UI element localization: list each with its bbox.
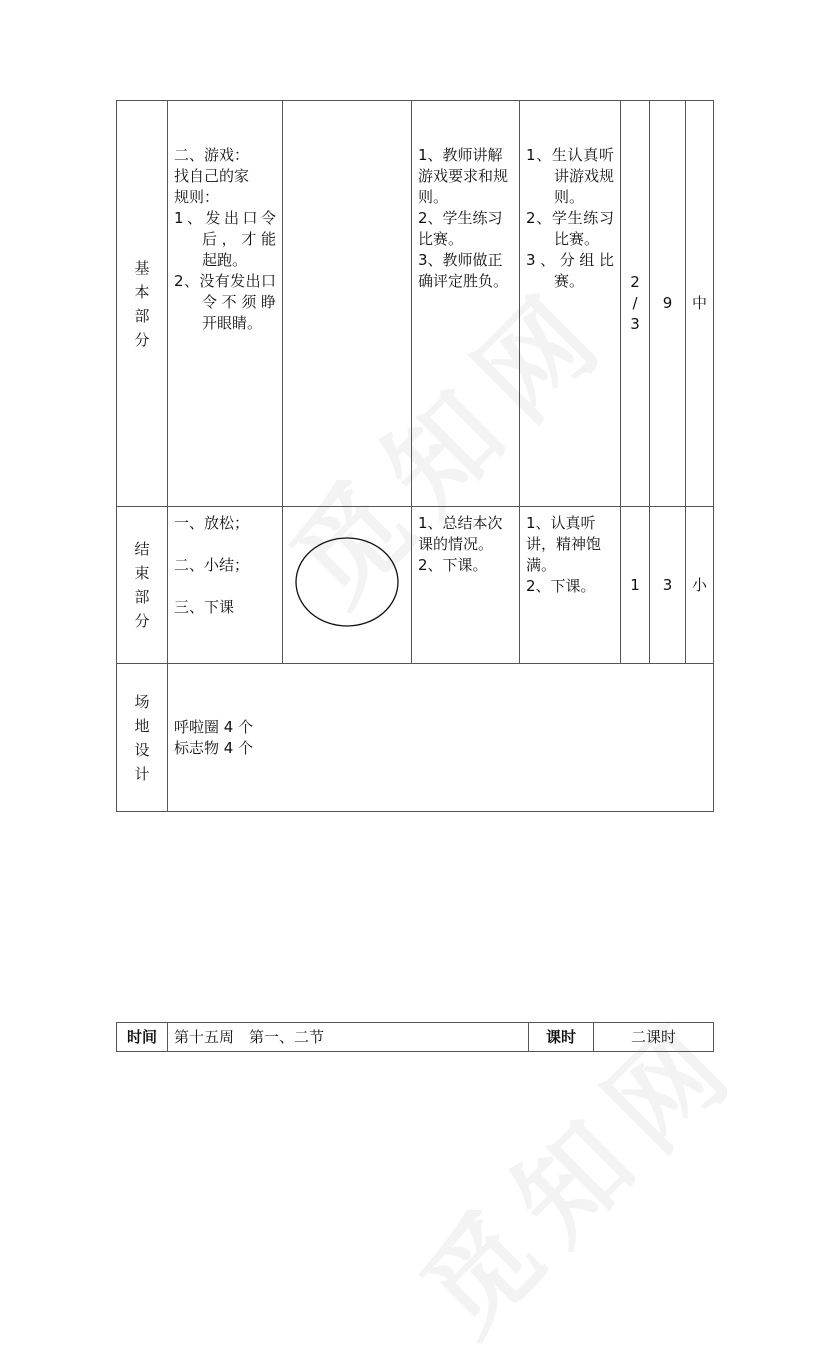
ending-diagram-cell [283, 507, 412, 664]
basic-time: 9 [650, 101, 686, 507]
ending-item: 一、放松； [174, 514, 250, 532]
schedule-row [117, 1023, 714, 1052]
time-value: 第十五周 第一、二节 [168, 1023, 529, 1052]
basic-section-row [117, 101, 714, 507]
basic-diagram-cell [283, 101, 412, 507]
ending-time: 3 [650, 507, 686, 664]
basic-student-cell [520, 101, 621, 507]
ending-item: 二、小结； [174, 556, 250, 574]
rule-item: 2、没有发出口令不须睁开眼睛。 [174, 272, 276, 332]
game-name: 找自己的家 [174, 167, 250, 185]
ending-section-label: 结 束 部 分 [117, 507, 168, 664]
student-step: 1、认真听讲，精神饱满。 [526, 514, 602, 574]
basic-intensity: 中 [686, 101, 714, 507]
ending-item: 三、下课 [174, 598, 235, 616]
period-label: 课时 [529, 1023, 594, 1052]
venue-row [117, 664, 714, 812]
venue-label: 场 地 设 计 [117, 664, 168, 812]
ending-teacher-cell [412, 507, 520, 664]
venue-item: 标志物 4 个 [174, 738, 254, 757]
student-step: 2、学生练习比赛。 [526, 209, 614, 248]
teacher-step: 3、教师做正确评定胜负。 [418, 251, 509, 290]
ending-section-row [117, 507, 714, 664]
ending-count: 1 [621, 507, 650, 664]
venue-item: 呼啦圈 4 个 [174, 717, 254, 736]
student-step: 1、生认真听讲游戏规则。 [526, 146, 615, 206]
ending-intensity: 小 [686, 507, 714, 664]
teacher-step: 1、总结本次课的情况。 [418, 514, 503, 553]
lesson-plan-table [116, 100, 714, 812]
basic-section-label: 基 本 部 分 [117, 101, 168, 507]
ending-student-cell [520, 507, 621, 664]
basic-count: 2 / 3 [621, 101, 650, 507]
schedule-table [116, 1022, 714, 1052]
rules-heading: 规则： [174, 188, 220, 206]
venue-content-cell [168, 664, 714, 812]
game-title: 二、游戏： [174, 146, 250, 164]
teacher-step: 1、教师讲解游戏要求和规则。 [418, 146, 509, 206]
teacher-step: 2、学生练习比赛。 [418, 209, 503, 248]
basic-teacher-cell [412, 101, 520, 507]
student-step: 2、下课。 [526, 577, 596, 595]
period-value: 二课时 [594, 1023, 714, 1052]
rule-item: 1、发出口令后，才能起跑。 [174, 209, 276, 269]
student-step: 3、分组比赛。 [526, 251, 614, 290]
ending-content-cell [168, 507, 283, 664]
teacher-step: 2、下课。 [418, 556, 488, 574]
time-label: 时间 [117, 1023, 168, 1052]
formation-circle-icon [295, 537, 399, 627]
basic-content-cell [168, 101, 283, 507]
